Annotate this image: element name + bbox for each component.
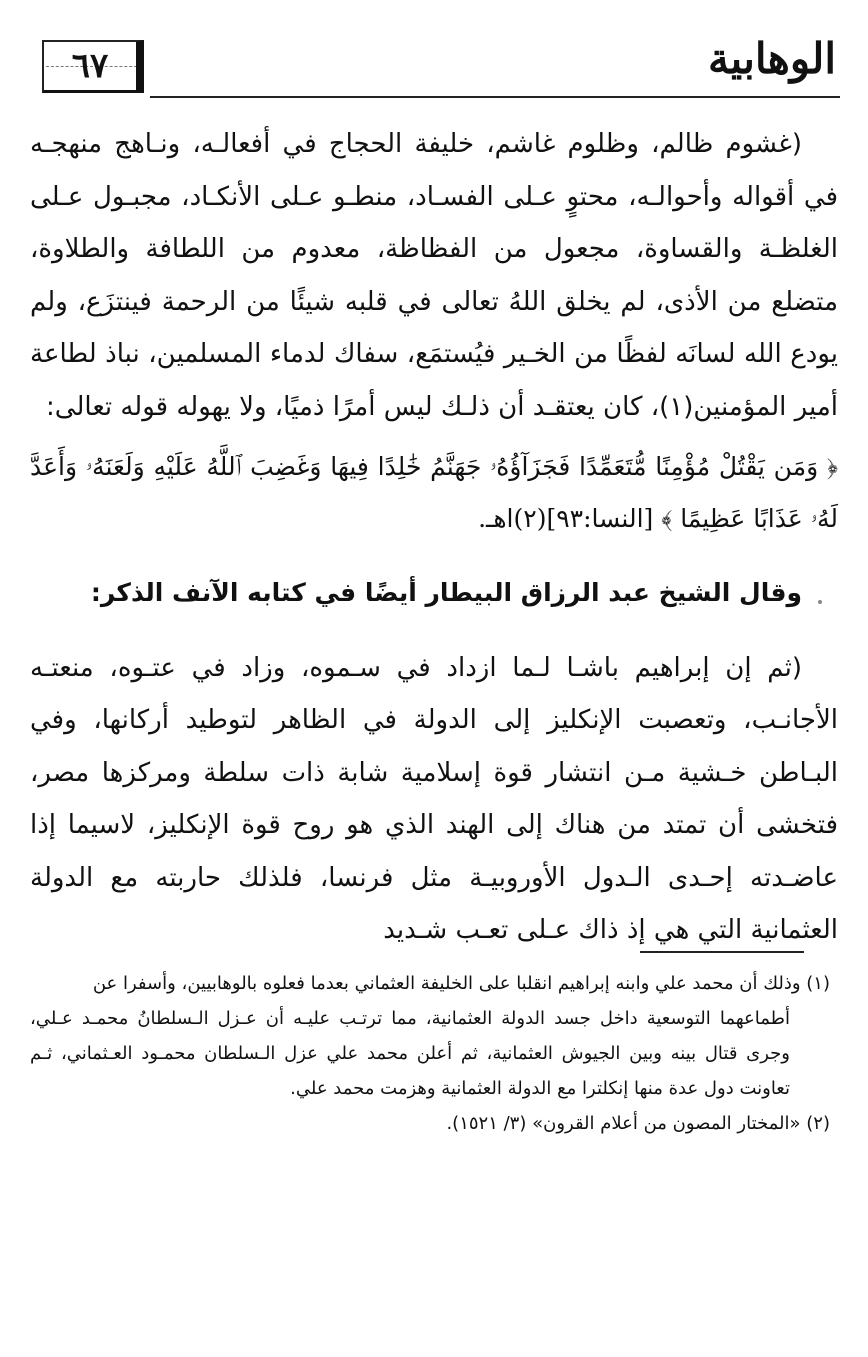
footnote-2: (٢) «المختار المصون من أعلام القرون» (٣/ ١٥٢١). xyxy=(446,1113,830,1134)
section-heading: وقال الشيخ عبد الرزاق البيطار أيضًا في كتابه الآنف الذكر: xyxy=(90,578,802,607)
header-rule xyxy=(150,96,840,98)
footnotes xyxy=(30,966,830,1141)
footnote-1-first-line: (١) وذلك أن محمد علي وابنه إبراهيم انقلبا على الخليفة العثماني بعدما فعلوه بالوهابيين، وأسفرا عن xyxy=(92,973,830,994)
page-header xyxy=(30,34,840,100)
paragraph-quote-2: (ثم إن إبراهيم باشـا لـما ازداد في سـموه، وزاد في عتـوه، منعتـه الأجانـب، وتعصبت الإنكليز إلى الدولة في الظاهر لتوطيد أركانها، وفي البـاطن خـشية مـن انتشار قوة إسلامية شابة ذات سلطة ومركزها مصر، فتخشى أن تمتد من هناك إلى الهند الذي هو روح قوة الإنكليز، لاسيما إذا عاضـدته إحـدى الـدول الأوروبيـة مثل فرنسا، فلذلك حاربته مع الدولة العثمانية التي هي إذ ذاك عـلى تعـب شـديد xyxy=(30,652,838,945)
margin-dot xyxy=(818,600,822,604)
main-text xyxy=(30,118,838,957)
paragraph-quote-1: (غشوم ظالم، وظلوم غاشم، خليفة الحجاج في أفعالـه، ونـاهج منهجـه في أقواله وأحوالـه، محتوٍ عـلى الفسـاد، منطـو عـلى الأنكـاد، مجبـول عـلى الغلظـة والقساوة، مجعول من الفظاظة، معدوم من اللطافة والطلاوة، متضلع من الأذى، لم يخلق اللهُ تعالى في قلبه شيئًا من الرحمة فينتزَع، ولم يودع الله لسانَه لفظًا من الخـير فيُستمَع، سفاك لدماء المسلمين، نباذ لطاعة أمير المؤمنين(١)، كان يعتقـد أن ذلـك ليس أمرًا ذميًا، ولا يهوله قوله تعالى: xyxy=(30,129,838,422)
running-title: الوهابية xyxy=(708,34,836,83)
page-number: ٦٧ xyxy=(42,40,144,93)
footnote-separator xyxy=(640,951,804,953)
footnote-1-continuation: أطماعهما التوسعية داخل جسد الدولة العثمانية، مما ترتـب عليـه أن عـزل الـسلطانُ محمـد عـلي، وجرى قتال بينه وبين الجيوش العثمانية، ثم أعلن محمد علي عزل الـسلطان محمـود العـثماني، ثـم تعاونت دول عدة منها إنكلترا مع الدولة العثمانية وهزمت محمد علي. xyxy=(30,1008,790,1099)
quran-verse: ﴿ وَمَن يَقْتُلْ مُؤْمِنًا مُّتَعَمِّدًا فَجَزَآؤُهُۥ جَهَنَّمُ خَٰلِدًا فِيهَا وَغَضِبَ ٱللَّهُ عَلَيْهِ وَلَعَنَهُۥ وَأَعَدَّ لَهُۥ عَذَابًا عَظِيمًا ﴾ [النسا:٩٣](٢)اهـ. xyxy=(30,452,838,533)
